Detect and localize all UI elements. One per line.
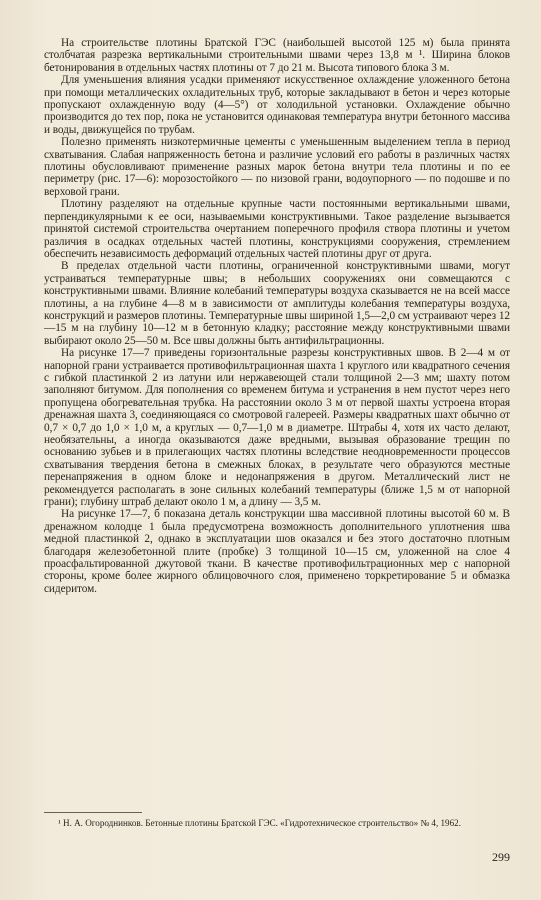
footnote-1: ¹ Н. А. Огороднинков. Бетонные плотины Братской ГЭС. «Гидротехническое строительство» № 4, 1962.: [58, 818, 461, 828]
paragraph-structural-joints: Плотину разделяют на отдельные крупные части постоянными вертикальными швами, перпендикулярными к ее оси, называемыми конструктивными. Такое разделение вызывается принятой системой строительства очертанием поперечного профиля створа плотины и учетом различия в осадках отдельных частей плотины, конструкциями сооружения, стремлением обеспечить независимость деформаций отдельных частей плотины друг от друга.: [44, 198, 510, 260]
paragraph-temperature-joints: В пределах отдельной части плотины, ограниченной конструктивными швами, могут устраиваться температурные швы; в небольших сооружениях они совмещаются с конструктивными швами. Влияние колебаний температуры воздуха сказывается не на всей массе плотины, а на глубине 4—8 м в зависимости от амплитуды колебания температуры воздуха, конструкций и размеров плотины. Температурные швы шириной 1,5—2,0 см устраивают через 12—15 м на глубину 10—12 м в бетонную кладку; расстояние между конструктивными швами выбирают около 25—50 м. Все швы должны быть антифильтрационны.: [44, 260, 510, 347]
page-number: 299: [492, 850, 510, 864]
main-text: [44, 37, 510, 595]
footnote-section: [44, 812, 510, 828]
paragraph-artificial-cooling: Для уменьшения влияния усадки применяют искусственное охлаждение уложенного бетона при помощи металлических охладительных труб, которые закладывают в бетон и через которые пропускают охлажденную воду (4—5°) от холодильной установки. Охлаждение обычно производится до тех пор, пока не установится одинаковая температура внутри бетонного массива и воды, движущейся по трубам.: [44, 74, 510, 136]
paragraph-bratsk-joints: На строительстве плотины Братской ГЭС (наибольшей высотой 125 м) была принята столбчатая разрезка вертикальными строительными швами через 13,8 м ¹. Ширина блоков бетонирования в отдельных частях плотины от 7 до 21 м. Высота типового блока 3 м.: [44, 37, 510, 74]
paragraph-figure-17-7b: На рисунке 17—7, б показана деталь конструкции шва массивной плотины высотой 60 м. В дренажном колодце 1 была предусмотрена возможность дополнительного уплотнения шва медной пластинкой 2, однако в эксплуатации шов оказался и без этого достаточно плотным благодаря железобетонной плите (пробке) 3 толщиной 10—15 см, уложенной на слое 4 проасфальтированной джутовой ткани. В качестве противофильтрационных мер с напорной стороны, кроме более жирного облицовочного слоя, применено торкретирование 5 и обмазка сидеритом.: [44, 508, 510, 595]
paragraph-low-heat-cements: Полезно применять низкотермичные цементы с уменьшенным выделением тепла в период схватывания. Слабая напряженность бетона и различие условий его работы в различных частях плотины обусловливают применение разных марок бетона внутри тела плотины и по ее периметру (рис. 17—6): морозостойкого — по низовой грани, водоупорного — по подошве и по верховой грани.: [44, 136, 510, 198]
footnote-divider: [44, 812, 142, 813]
paragraph-figure-17-7: На рисунке 17—7 приведены горизонтальные разрезы конструктивных швов. В 2—4 м от напорной грани устраивается противофильтрационная шахта 1 круглого или квадратного сечения с гибкой пластинкой 2 из латуни или нержавеющей стали толщиной 2—3 мм; шахту потом заполняют битумом. Для пополнения со временем битума и устранения в нем пустот через него пропущена обогревательная трубка. На расстоянии около 3 м от первой шахты устроена вторая дренажная шахта 3, соединяющаяся со смотровой галереей. Размеры квадратных шахт обычно от 0,7 × 0,7 до 1,0 × 1,0 м, а круглых — 0,7—1,0 м в диаметре. Штрабы 4, хотя их часто делают, необязательны, а иногда оказываются даже вредными, вызывая образование трещин по основанию зубьев и в прилегающих частях плотины вследствие неодновременности процессов схватывания твердения бетона в смежных блоках, в результате чего образуются местные перенапряжения в одном блоке и недонапряжения в другом. Металлический лист не рекомендуется располагать в зоне сильных колебаний температуры (ближе 1,5 м от напорной грани); глубину штраб делают около 1 м, а длину — 3,5 м.: [44, 347, 510, 509]
